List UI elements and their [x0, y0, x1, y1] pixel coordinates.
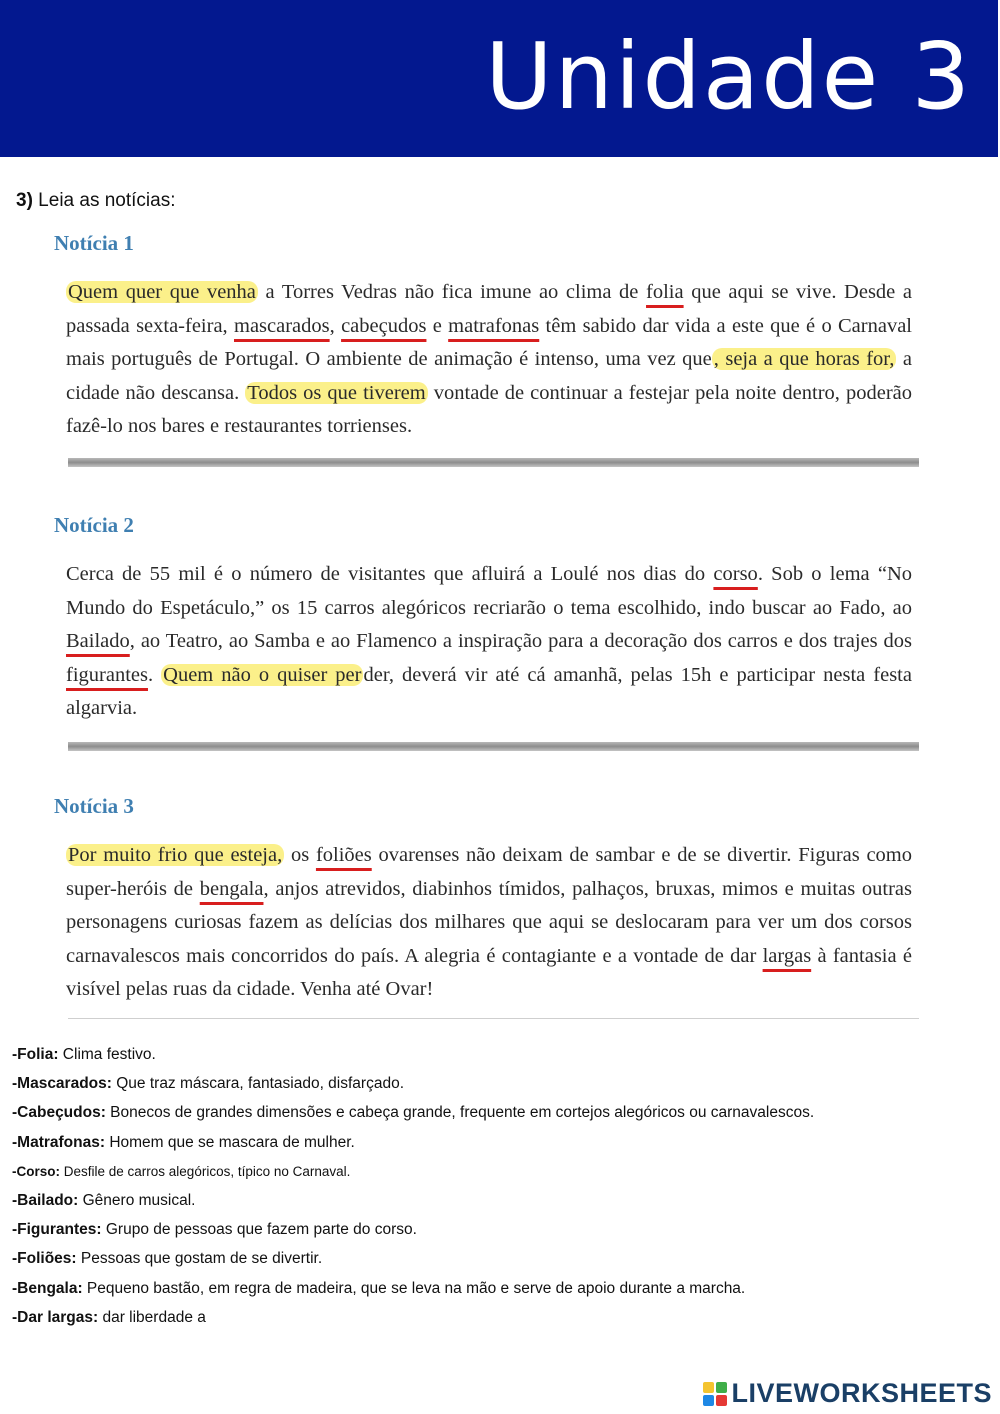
text-segment: ovarenses não deixam de sambar e de se divertir. Figuras como super-heróis de	[66, 844, 912, 900]
glossary-term: -Dar largas:	[12, 1308, 99, 1326]
glossary-term: -Corso:	[12, 1163, 60, 1179]
glossary-term: -Matrafonas:	[12, 1133, 106, 1151]
highlighted-phrase: Quem quer que venha	[68, 281, 256, 303]
highlighted-phrase: , seja a que horas for,	[713, 348, 895, 371]
brand-name: LIVEWORKSHEETS	[731, 1378, 992, 1408]
glossary	[12, 1044, 996, 1336]
underlined-word: cabeçudos	[341, 314, 427, 337]
text-segment: e	[426, 314, 449, 337]
underlined-word: largas	[762, 944, 812, 967]
logo-square-icon	[716, 1395, 727, 1406]
brand	[703, 1378, 992, 1409]
glossary-term: -Mascarados:	[12, 1075, 112, 1093]
news-text-2	[66, 558, 912, 726]
news-block-3	[52, 794, 920, 1007]
liveworksheets-logo-icon	[703, 1382, 727, 1406]
text-segment: . Sob o lema “No Mundo do Espetáculo,” os 15 carros alegóricos recriarão o tema escolhido, indo buscar ao Fado, ao	[66, 563, 912, 619]
header-banner	[0, 0, 998, 157]
glossary-definition: Grupo de pessoas que fazem parte do corso.	[101, 1221, 417, 1239]
glossary-item	[12, 1278, 996, 1307]
highlighted-phrase: Quem não o quiser per	[163, 663, 362, 686]
page-title: Unidade 3	[485, 23, 972, 130]
news-divider-3	[68, 1018, 919, 1019]
glossary-definition: Gênero musical.	[78, 1191, 196, 1209]
news-title-3: Notícia 3	[54, 794, 134, 818]
glossary-item	[12, 1219, 996, 1248]
glossary-definition: Homem que se mascara de mulher.	[105, 1133, 355, 1151]
glossary-definition: Clima festivo.	[58, 1046, 156, 1063]
underlined-word: mascarados	[234, 314, 330, 337]
text-segment: Cerca de 55 mil é o número de visitantes que afluirá a Loulé nos dias do	[66, 563, 714, 585]
text-segment: .	[147, 663, 162, 686]
news-divider-1	[68, 458, 919, 467]
news-block-2	[52, 513, 920, 726]
glossary-term: -Cabeçudos:	[12, 1104, 106, 1122]
glossary-item	[12, 1307, 996, 1336]
news-divider-2	[68, 742, 919, 751]
text-segment: a Torres Vedras não fica imune ao clima de	[257, 281, 647, 303]
glossary-term: -Foliões:	[12, 1250, 77, 1268]
glossary-term: -Folia:	[12, 1046, 59, 1063]
underlined-word: Bailado	[66, 630, 130, 653]
news-title-2: Notícia 2	[54, 513, 134, 537]
underlined-word: folia	[646, 281, 684, 303]
glossary-item	[12, 1044, 996, 1073]
glossary-term: -Bengala:	[12, 1279, 83, 1297]
text-segment: que aqui se vive. Desde a passada sexta-feira,	[66, 281, 912, 337]
news-text-1	[66, 276, 912, 444]
text-segment: têm sabido dar vida a este que é o Carnaval mais português de Portugal. O ambiente de animação é intenso, uma vez que	[66, 314, 912, 371]
logo-square-icon	[703, 1395, 714, 1406]
glossary-definition: dar liberdade a	[98, 1308, 206, 1326]
underlined-word: bengala	[199, 877, 264, 900]
logo-square-icon	[703, 1382, 714, 1393]
news-title-1: Notícia 1	[54, 231, 134, 255]
text-segment: vontade de continuar a festejar pela noite dentro, poderão fazê-lo nos bares e restaurantes torrienses.	[66, 381, 913, 438]
glossary-term: -Figurantes:	[12, 1221, 102, 1239]
glossary-item	[12, 1073, 996, 1102]
glossary-term: -Bailado:	[12, 1191, 79, 1209]
logo-square-icon	[716, 1382, 727, 1393]
instruction-text: Leia as notícias:	[32, 190, 176, 211]
news-block-1	[52, 231, 920, 444]
glossary-item	[12, 1248, 996, 1277]
glossary-item	[12, 1132, 996, 1161]
text-segment: , ao Teatro, ao Samba e ao Flamenco a inspiração para a decoração dos carros e dos trajes dos	[129, 630, 912, 653]
news-text-3	[66, 839, 912, 1007]
glossary-definition: Desfile de carros alegóricos, típico no Carnaval.	[60, 1163, 351, 1179]
underlined-word: corso	[713, 563, 758, 585]
text-segment: os	[284, 844, 316, 866]
text-segment: à fantasia é visível pelas ruas da cidade. Venha até Ovar!	[66, 944, 912, 1001]
glossary-item	[12, 1102, 996, 1131]
text-segment: ,	[329, 314, 342, 337]
text-segment: a cidade não descansa.	[66, 348, 912, 404]
glossary-definition: Pequeno bastão, em regra de madeira, que se leva na mão e serve de apoio durante a marcha.	[82, 1279, 746, 1297]
highlighted-phrase: Todos os que tiverem	[247, 381, 426, 404]
glossary-definition: Bonecos de grandes dimensões e cabeça grande, frequente em cortejos alegóricos ou carnavalescos.	[105, 1104, 815, 1122]
glossary-definition: Pessoas que gostam de se divertir.	[76, 1250, 323, 1268]
glossary-item	[12, 1161, 996, 1190]
underlined-word: figurantes	[66, 663, 148, 686]
instruction-number: 3)	[16, 190, 33, 211]
underlined-word: foliões	[315, 844, 372, 866]
glossary-definition: Que traz máscara, fantasiado, disfarçado.	[111, 1075, 405, 1093]
instruction	[16, 190, 176, 212]
text-segment: , anjos atrevidos, diabinhos tímidos, palhaços, bruxas, mimos e muitas outras personagens curiosas fazem as delícias dos milhares que aqui se deslocaram para ver um dos corsos carnavalescos mais concorridos do país. A alegria é contagiante e a vontade de dar	[66, 877, 912, 967]
highlighted-phrase: Por muito frio que esteja,	[68, 844, 283, 866]
underlined-word: matrafonas	[448, 314, 540, 337]
glossary-item	[12, 1190, 996, 1219]
text-segment: der, deverá vir até cá amanhã, pelas 15h e participar nesta festa algarvia.	[66, 663, 912, 720]
